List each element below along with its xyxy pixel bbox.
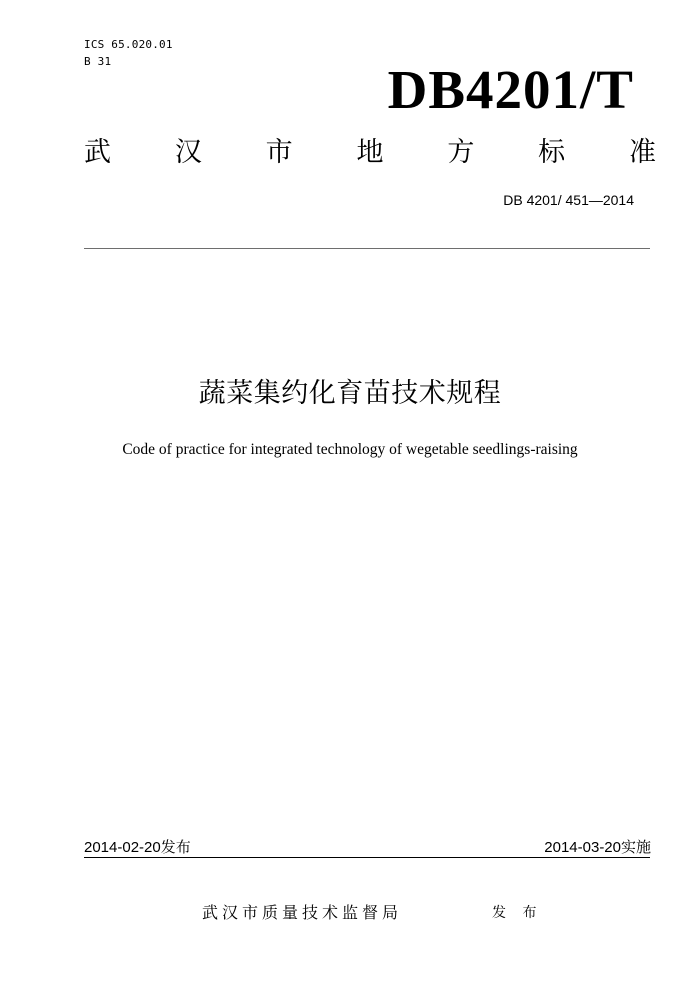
issue-label: 发 布 — [492, 905, 543, 921]
implementation-date: 2014-03-20实施 — [544, 839, 651, 856]
standard-type-char: 方 — [447, 137, 475, 168]
standard-type-heading — [84, 136, 656, 170]
classification-code: B 31 — [84, 55, 112, 68]
document-title-english: Code of practice for integrated technology of wegetable seedlings-raising — [122, 441, 578, 458]
standard-type-char: 市 — [265, 137, 293, 168]
header-divider — [84, 248, 650, 249]
standard-type-char: 标 — [538, 137, 566, 168]
ics-code: ICS 65.020.01 — [84, 38, 173, 51]
standard-number: DB 4201/ 451—2014 — [503, 192, 634, 208]
footer-divider — [84, 857, 650, 858]
document-title-chinese: 蔬菜集约化育苗技术规程 — [198, 378, 502, 409]
standard-type-char: 汉 — [174, 137, 202, 168]
standard-type-char: 地 — [356, 137, 384, 168]
standard-series-code: DB4201/T — [387, 59, 634, 120]
standard-type-char: 准 — [628, 137, 656, 168]
issue-date: 2014-02-20发布 — [84, 839, 191, 856]
standard-type-char: 武 — [84, 137, 111, 168]
issuing-authority: 武汉市质量技术监督局 — [202, 903, 403, 922]
